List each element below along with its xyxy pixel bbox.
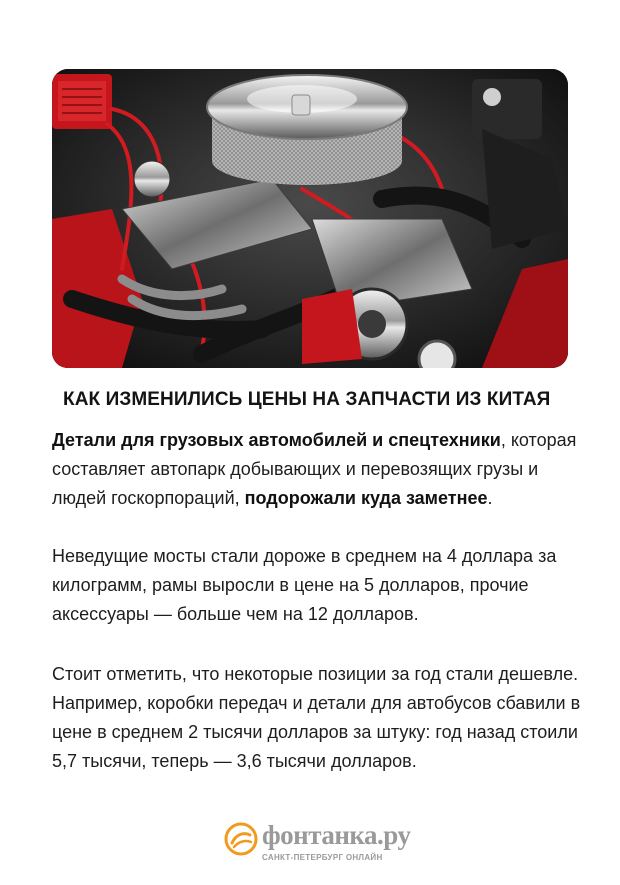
article-headline: КАК ИЗМЕНИЛИСЬ ЦЕНЫ НА ЗАПЧАСТИ ИЗ КИТАЯ: [63, 389, 551, 410]
engine-photo: [52, 69, 568, 368]
paragraph-1-end: .: [487, 488, 493, 508]
paragraph-1-middle: , которая составляет автопарк добывающих и перевозящих грузы и людей госкорпораций,: [52, 430, 577, 508]
article-paragraph-2: Неведущие мосты стали дороже в среднем на 4 доллара за килограмм, рамы выросли в цене на 5 долларов, прочие аксессуары — больше чем на 12 долларов.: [52, 546, 557, 624]
paragraph-1-bold-end: подорожали куда заметнее: [244, 488, 488, 508]
logo-name: фонтанка.ру: [262, 820, 411, 850]
logo-subtitle: САНКТ-ПЕТЕРБУРГ ОНЛАЙН: [262, 853, 383, 862]
article-paragraph-3: Стоит отметить, что некоторые позиции за год стали дешевле. Например, коробки передач и детали для автобусов сбавили в цене в среднем 2 тысячи долларов за штуку: год назад стоили 5,7 тысячи, теперь — 3,6 тысячи долларов.: [52, 664, 581, 771]
article-paragraph-1: [52, 426, 592, 513]
paragraph-1-bold-start: Детали для грузовых автомобилей и спецтехники: [52, 430, 501, 450]
fontanka-logo-icon: [224, 822, 258, 856]
fontanka-logo: [224, 820, 411, 870]
